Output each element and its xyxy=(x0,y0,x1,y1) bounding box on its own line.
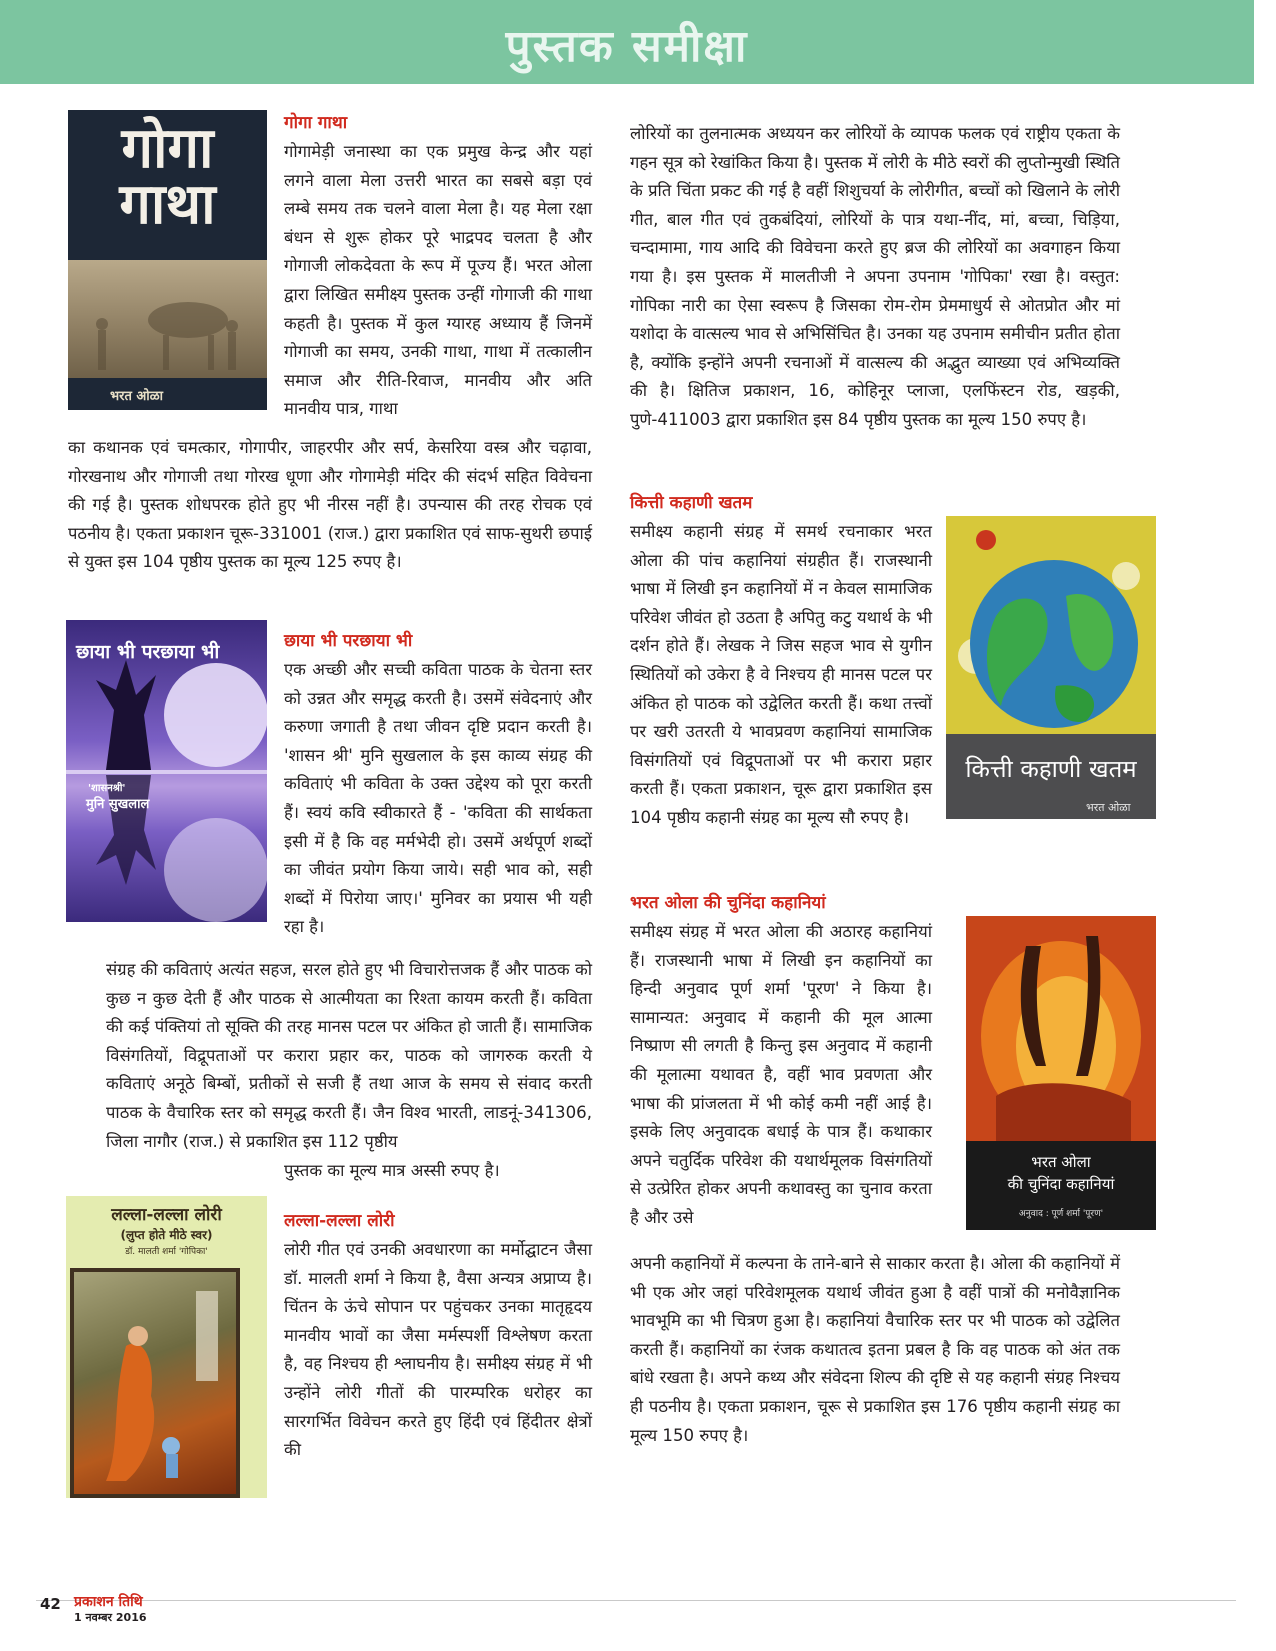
lalla-cover xyxy=(66,1196,267,1498)
lalla-cover-title: लल्ला-लल्ला लोरी xyxy=(111,1205,222,1225)
chhaya-review-end xyxy=(284,1157,592,1186)
lalla-heading: लल्ला-लल्ला लोरी xyxy=(284,1211,395,1231)
goga-heading: गोगा गाथा xyxy=(284,113,348,133)
kitti-heading: कित्ती कहाणी खतम xyxy=(630,493,753,513)
chuninda-text-1: समीक्ष्य संग्रह में भरत ओला की अठारह कहानियां हैं। राजस्थानी भाषा में लिखी इन कहानियों का हिन्दी अनुवाद पूर्ण शर्मा 'पूरण' ने किया है। सामान्यत: अनुवाद में कहानी की मूल आत्मा निष्प्राण सी लगती है किन्तु इस अनुवाद में कहानी की मूलात्मा यथावत है, वहीं भाव प्रवणता और भाषा की प्रांजलता में भी कोई कमी नहीं आई है। इसके लिए अनुवादक बधाई के पात्र हैं। कथाकार अपने चतुर्दिक परिवेश की यथार्थमूलक विसंगतियों से उत्प्रेरित होकर अपनी कथावस्तु का चुनाव करता है और उसे xyxy=(630,922,932,1227)
chuninda-cover-title-2: की चुनिंदा कहानियां xyxy=(1007,1175,1115,1193)
kitti-cover-title: कित्ती कहाणी खतम xyxy=(965,755,1137,783)
chuninda-review-top xyxy=(630,890,932,1233)
kitti-text-1: समीक्ष्य कहानी संग्रह में समर्थ रचनाकार भरत ओला की पांच कहानियां संग्रहीत हैं। राजस्थानी भाषा में लिखी इन कहानियों में न केवल सामाजिक परिवेश जीवंत हो उठता है अपितु कटु यथार्थ के भी दर्शन होते हैं। लेखक ने जिस सहज भाव से युगीन स्थितियों को उकेरा है वे निश्चय ही मानस पटल पर अंकित हो पाठक को उद्वेलित करती हैं। कथा तत्त्वों पर खरी उतरती ये भावप्रवण कहानियां सामाजिक विसंगतियों एवं विद्रूपताओं पर भी करारा प्रहार करती हैं। एकता प्रकाशन, चूरू द्वारा प्रकाशित इस 104 पृष्ठीय कहानी संग्रह का मूल्य सौ रुपए है। xyxy=(630,522,932,827)
footer-rule xyxy=(36,1600,1236,1601)
lalla-text-2: लोरियों का तुलनात्मक अध्ययन कर लोरियों के व्यापक फलक एवं राष्ट्रीय एकता के गहन सूत्र को रेखांकित किया है। पुस्तक में लोरी के मीठे स्वरों की लुप्तोन्मुखी स्थिति के प्रति चिंता प्रकट की गई है वहीं शिशुचर्या के लोरीगीत, बच्चों को खिलाने के लोरी गीत, बाल गीत एवं तुकबंदियां, लोरियों के पात्र यथा-नींद, मां, बच्चा, चिड़िया, चन्दामामा, गाय आदि की विवेचना करते हुए ब्रज की लोरियों का अवगाहन किया गया है। इस पुस्तक में मालतीजी ने अपना उपनाम 'गोपिका' रखा है। वस्तुत: गोपिका नारी का ऐसा स्वरूप है जिसका रोम-रोम प्रेममाधुर्य से ओतप्रोत और मां यशोदा के वात्सल्य भाव से अभिसिंचित है। उनका यह उपनाम समीचीन प्रतीत होता है, क्योंकि इन्होंने अपनी रचनाओं में वात्सल्य की अद्भुत व्याख्या एवं अभिव्यक्ति की है। क्षितिज प्रकाशन, 16, कोहिनूर प्लाजा, एलफिंस्टन रोड, खड़की, पुणे-411003 द्वारा प्रकाशित इस 84 पृष्ठीय पुस्तक का मूल्य 150 रुपए है। xyxy=(630,124,1120,429)
chhaya-review-bottom xyxy=(106,956,592,1156)
goga-cover-author: भरत ओळा xyxy=(110,389,163,404)
chuninda-heading: भरत ओला की चुनिंदा कहानियां xyxy=(630,893,826,913)
goga-text-1: गोगामेड़ी जनास्था का एक प्रमुख केन्द्र और यहां लगने वाला मेला उत्तरी भारत का सबसे बड़ा एवं लम्बे समय तक चलने वाला मेला है। यह मेला रक्षा बंधन से शुरू होकर पूरे भाद्रपद चलता है और गोगाजी लोकदेवता के रूप में पूज्य हैं। भरत ओला द्वारा लिखित समीक्ष्य पुस्तक उन्हीं गोगाजी की गाथा कहती है। पुस्तक में कुल ग्यारह अध्याय हैं जिनमें गोगाजी का समय, उनकी गाथा, गाथा में तत्कालीन समाज और रीति-रिवाज, मानवीय और अति मानवीय पात्र, गाथा xyxy=(284,142,592,419)
chhaya-text-3: पुस्तक का मूल्य मात्र अस्सी रुपए है। xyxy=(284,1161,500,1180)
page-number: 42 xyxy=(40,1595,61,1613)
chuninda-cover-translator: अनुवाद : पूर्ण शर्मा 'पूरण' xyxy=(1018,1209,1104,1219)
chuninda-cover-title-1: भरत ओला xyxy=(1031,1153,1091,1171)
footer-publication xyxy=(74,1594,194,1626)
goga-cover-title-2: गाथा xyxy=(119,172,216,237)
chhaya-cover-author-1: 'शासनश्री' xyxy=(88,783,126,794)
chhaya-review-top xyxy=(284,628,592,942)
chhaya-cover-author-2: मुनि सुखलाल xyxy=(86,797,150,812)
page-title: पुस्तक समीक्षा xyxy=(505,21,749,72)
chhaya-cover xyxy=(66,620,267,922)
chhaya-text-2: संग्रह की कविताएं अत्यंत सहज, सरल होते हुए भी विचारोत्तजक हैं और पाठक को कुछ न कुछ देती हैं और पाठक से आत्मीयता का रिश्ता कायम करती हैं। कविता की कई पंक्तियां तो सूक्ति की तरह मानस पटल पर अंकित हो जाती हैं। सामाजिक विसंगतियों, विद्रूपताओं पर करारा प्रहार कर, पाठक को जागरुक करती ये कविताएं अनूठे बिम्बों, प्रतीकों से सजी हैं तथा आज के समय से संवाद करती पाठक के वैचारिक स्तर को समृद्ध करती हैं। जैन विश्व भारती, लाडनूं-341306, जिला नागौर (राज.) से प्रकाशित इस 112 पृष्ठीय xyxy=(106,960,592,1151)
chhaya-text-1: एक अच्छी और सच्ची कविता पाठक के चेतना स्तर को उन्नत और समृद्ध करती है। उसमें संवेदनाएं और करुणा जगाती है तथा जीवन दृष्टि प्रदान करती है। 'शासन श्री' मुनि सुखलाल के इस काव्य संग्रह की कविताएं भी कविता के उक्त उद्देश्य को पूरा करती हैं। स्वयं कवि स्वीकारते हैं - 'कविता की सार्थकता इसी में है कि वह मर्मभेदी हो। उसमें अर्थपूर्ण शब्दों का जीवंत प्रयोग किया जाये। सही भाव को, सही शब्दों में पिरोया जाए।' मुनिवर का प्रयास भी यही रहा है। xyxy=(284,660,592,937)
publication-name: प्रकाशन तिथि xyxy=(74,1594,143,1610)
goga-gatha-cover xyxy=(68,110,267,410)
goga-review-top xyxy=(284,110,592,424)
goga-review-bottom xyxy=(68,434,592,577)
lalla-text-1: लोरी गीत एवं उनकी अवधारणा का मर्मोद्घाटन जैसा डॉ. मालती शर्मा ने किया है, वैसा अन्यत्र अप्राप्य है। चिंतन के ऊंचे सोपान पर पहुंचकर उनका मातृहृदय मानवीय भावों का जैसा मर्मस्पर्शी विश्लेषण करता है, वह निश्चय ही श्लाघनीय है। समीक्ष्य संग्रह में भी उन्होंने लोरी गीतों की पारम्परिक धरोहर का सारगर्भित विवेचन करते हुए हिंदी एवं हिंदीतर क्षेत्रों की xyxy=(284,1240,592,1460)
chuninda-review-bottom xyxy=(630,1250,1120,1450)
goga-cover-title-1: गोगा xyxy=(121,116,214,181)
kitti-review xyxy=(630,490,932,833)
lalla-cover-author: डॉ. मालती शर्मा 'गोपिका' xyxy=(125,1247,208,1257)
chuninda-cover xyxy=(966,916,1156,1230)
lalla-review-right xyxy=(630,120,1120,435)
kitti-cover xyxy=(946,516,1156,819)
chhaya-heading: छाया भी परछाया भी xyxy=(284,631,413,651)
goga-text-2: का कथानक एवं चमत्कार, गोगापीर, जाहरपीर और सर्प, केसरिया वस्त्र और चढ़ावा, गोरखनाथ और गोगाजी तथा गोरख धूणा और गोगामेड़ी मंदिर की संदर्भ सहित विवेचना की गई है। पुस्तक शोधपरक होते हुए भी नीरस नहीं है। उपन्यास की तरह रोचक एवं पठनीय है। एकता प्रकाशन चूरू-331001 (राज.) द्वारा प्रकाशित एवं साफ-सुथरी छपाई से युक्त इस 104 पृष्ठीय पुस्तक का मूल्य 125 रुपए है। xyxy=(68,438,592,572)
chuninda-text-2: अपनी कहानियों में कल्पना के ताने-बाने से साकार करता है। ओला की कहानियों में भी एक ओर जहां परिवेशमूलक यथार्थ जीवंत हुआ है वहीं पात्रों की मनोवैज्ञानिक भावभूमि का भी चित्रण हुआ है। कहानियां वैचारिक स्तर पर भी पाठक को उद्वेलित करती हैं। कहानियों का रंजक कथातत्व इतना प्रबल है कि वह पाठक को अंत तक बांधे रखता है। अपने कथ्य और संवेदना शिल्प की दृष्टि से यह कहानी संग्रह निश्चय ही पठनीय है। एकता प्रकाशन, चूरू से प्रकाशित इस 176 पृष्ठीय कहानी संग्रह का मूल्य 150 रुपए है। xyxy=(630,1254,1120,1445)
lalla-cover-subtitle: (लुप्त होते मीठे स्वर) xyxy=(120,1228,213,1242)
chhaya-cover-title: छाया भी परछाया भी xyxy=(76,641,220,663)
kitti-cover-author: भरत ओळा xyxy=(1086,801,1131,814)
lalla-review-left xyxy=(284,1208,592,1465)
issue-date: 1 नवम्बर 2016 xyxy=(74,1611,147,1624)
